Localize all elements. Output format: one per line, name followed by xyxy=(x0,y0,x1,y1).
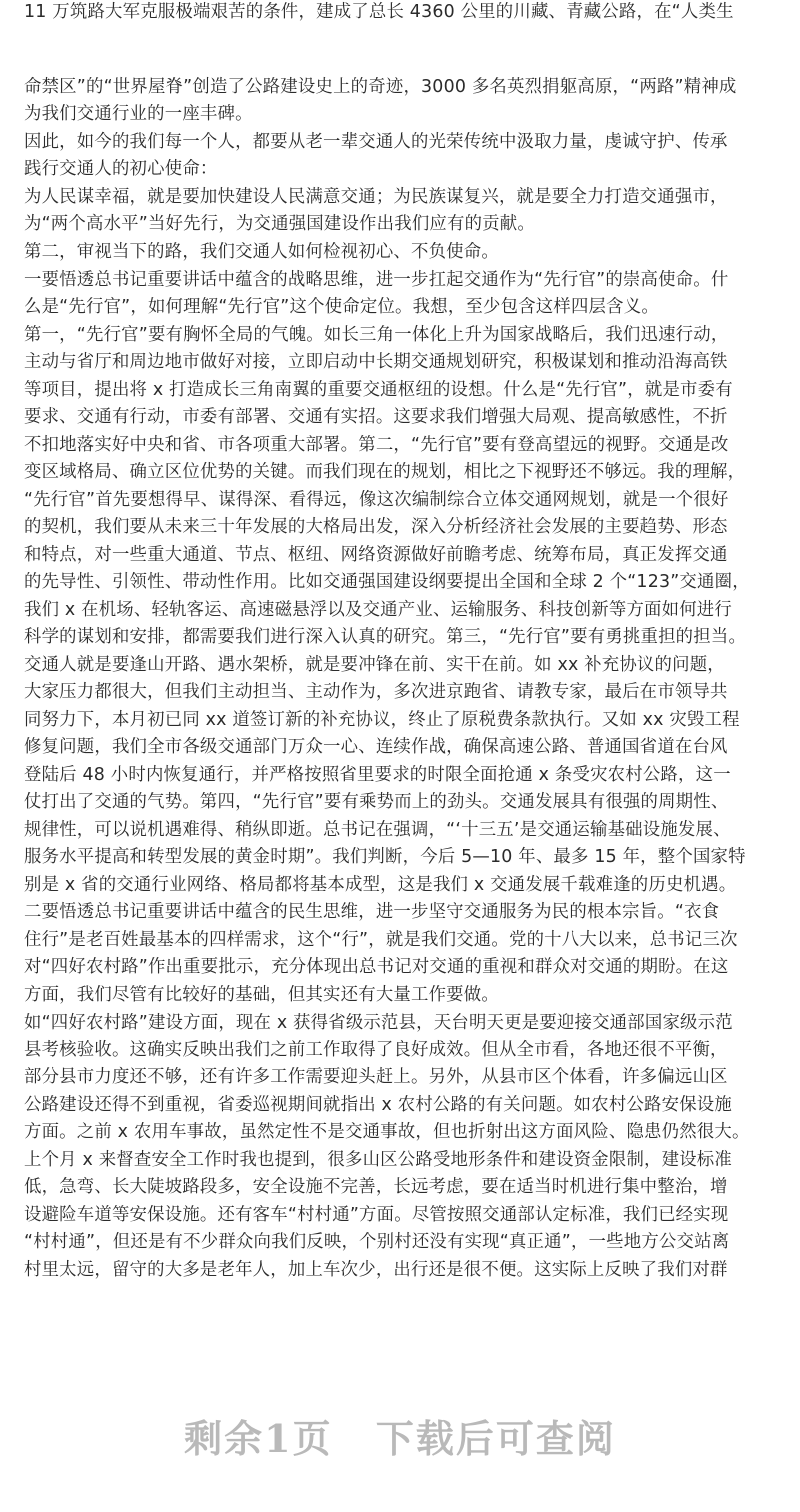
text-line: 仗打出了交通的气势。第四，“先行官”要有乘势而上的劲头。交通发展具有很强的周期性、 xyxy=(24,792,729,812)
text-line: 如“四好农村路”建设方面，现在 x 获得省级示范县，天台明天更是要迎接交通部国家级示范 xyxy=(24,1013,733,1033)
text-line: 么是“先行官”，如何理解“先行官”这个使命定位。我想，至少包含这样四层含义。 xyxy=(24,297,659,317)
text-line: 和特点，对一些重大通道、节点、枢纽、网络资源做好前瞻考虑、统筹布局，真正发挥交通 xyxy=(24,545,728,565)
text-line: 为人民谋幸福，就是要加快建设人民满意交通；为民族谋复兴，就是要全力打造交通强市， xyxy=(24,187,728,207)
text-line: 科学的谋划和安排，都需要我们进行深入认真的研究。第三，“先行官”要有勇挑重担的担当。 xyxy=(24,627,747,647)
text-line: 交通人就是要逢山开路、遇水架桥，就是要冲锋在前、实干在前。如 xx 补充协议的问题， xyxy=(24,655,725,675)
text-line: 公路建设还得不到重视，省委巡视期间就指出 x 农村公路的有关问题。如农村公路安保设施 xyxy=(24,1095,732,1115)
text-line: 为“两个高水平”当好先行，为交通强国建设作出我们应有的贡献。 xyxy=(24,214,535,234)
text-line: 主动与省厅和周边地市做好对接，立即启动中长期交通规划研究，积极谋划和推动沿海高铁 xyxy=(24,352,728,372)
text-line: 二要悟透总书记重要讲话中蕴含的民生思维，进一步坚守交通服务为民的根本宗旨。“衣食 xyxy=(24,902,720,922)
text-line: 第二，审视当下的路，我们交通人如何检视初心、不负使命。 xyxy=(24,242,499,262)
text-line: 方面，我们尽管有比较好的基础，但其实还有大量工作要做。 xyxy=(24,985,499,1005)
text-line: 县考核验收。这确实反映出我们之前工作取得了良好成效。但从全市看，各地还很不平衡， xyxy=(24,1040,728,1060)
text-line: “村村通”，但还是有不少群众向我们反映，个别村还没有实现“真正通”，一些地方公交站离 xyxy=(24,1232,730,1252)
text-line: 变区域格局、确立区位优势的关键。而我们现在的规划，相比之下视野还不够远。我的理解， xyxy=(24,462,746,482)
text-line: 一要悟透总书记重要讲话中蕴含的战略思维，进一步扛起交通作为“先行官”的崇高使命。什 xyxy=(24,270,729,290)
text-line: 第一，“先行官”要有胸怀全局的气魄。如长三角一体化上升为国家战略后，我们迅速行动， xyxy=(24,325,729,345)
text-line: 我们 x 在机场、轻轨客运、高速磁悬浮以及交通产业、运输服务、科技创新等方面如何进行 xyxy=(24,600,732,620)
remaining-pages-label: 剩余1页 xyxy=(184,1416,333,1461)
text-line: 同努力下，本月初已同 xx 道签订新的补充协议，终止了原税费条款执行。又如 xx 灾毁工程 xyxy=(24,710,740,730)
text-line: 上个月 x 来督查安全工作时我也提到，很多山区公路受地形条件和建设资金限制，建设标准 xyxy=(24,1150,732,1170)
text-line: 大家压力都很大，但我们主动担当、主动作为，多次进京跑省、请教专家，最后在市领导共 xyxy=(24,682,728,702)
text-line: 规律性，可以说机遇难得、稍纵即逝。总书记在强调，“‘十三五’是交通运输基础设施发展、 xyxy=(24,820,731,840)
text-line: 登陆后 48 小时内恢复通行，并严格按照省里要求的时限全面抢通 x 条受灾农村公路，这一 xyxy=(24,765,731,785)
text-line: 设避险车道等安保设施。还有客车“村村通”方面。尽管按照交通部认定标准，我们已经实现 xyxy=(24,1205,729,1225)
download-hint-label: 下载后可查阅 xyxy=(375,1416,616,1461)
text-line: “先行官”首先要想得早、谋得深、看得远，像这次编制综合立体交通网规划，就是一个很好 xyxy=(24,490,729,510)
text-line: 的先导性、引领性、带动性作用。比如交通强国建设纲要提出全国和全球 2 个“123”交通圈， xyxy=(24,572,750,592)
text-line: 别是 x 省的交通行业网络、格局都将基本成型，这是我们 x 交通发展千载难逢的历史机遇。 xyxy=(24,875,737,895)
text-line: 不扣地落实好中央和省、市各项重大部署。第二，“先行官”要有登高望远的视野。交通是改 xyxy=(24,435,729,455)
text-line: 部分县市力度还不够，还有许多工作需要迎头赶上。另外，从县市区个体看，许多偏远山区 xyxy=(24,1067,728,1087)
text-line: 11 万筑路大军克服极端艰苦的条件，建成了总长 4360 公里的川藏、青藏公路，在“人类生 xyxy=(24,2,734,22)
text-line: 命禁区”的“世界屋脊”创造了公路建设史上的奇迹，3000 多名英烈捐躯高原，“两路”精神成 xyxy=(24,77,737,97)
text-line: 方面。之前 x 农用车事故，虽然定性不是交通事故，但也折射出这方面风险、隐患仍然很大。 xyxy=(24,1122,750,1142)
text-line: 住行”是老百姓最基本的四样需求，这个“行”，就是我们交通。党的十八大以来，总书记三次 xyxy=(24,930,738,950)
text-line: 因此，如今的我们每一个人，都要从老一辈交通人的光荣传统中汲取力量，虔诚守护、传承 xyxy=(24,132,728,152)
text-line: 等项目，提出将 x 打造成长三角南翼的重要交通枢纽的设想。什么是“先行官”，就是市委有 xyxy=(24,380,733,400)
text-line: 践行交通人的初心使命： xyxy=(24,159,218,179)
text-line: 服务水平提高和转型发展的黄金时期”。我们判断，今后 5—10 年、最多 15 年，整个国家特 xyxy=(24,847,746,867)
text-line: 的契机，我们要从未来三十年发展的大格局出发，深入分析经济社会发展的主要趋势、形态 xyxy=(24,517,728,537)
text-line: 村里太远，留守的大多是老年人，加上车次少，出行还是很不便。这实际上反映了我们对群 xyxy=(24,1260,728,1280)
download-prompt[interactable] xyxy=(0,1408,800,1463)
text-line: 要求、交通有行动，市委有部署、交通有实招。这要求我们增强大局观、提高敏感性，不折 xyxy=(24,407,728,427)
text-line: 为我们交通行业的一座丰碑。 xyxy=(24,104,253,124)
text-line: 对“四好农村路”作出重要批示，充分体现出总书记对交通的重视和群众对交通的期盼。在这 xyxy=(24,957,729,977)
text-line: 修复问题，我们全市各级交通部门万众一心、连续作战，确保高速公路、普通国省道在台风 xyxy=(24,737,728,757)
text-line: 低，急弯、长大陡坡路段多，安全设施不完善，长远考虑，要在适当时机进行集中整治，增 xyxy=(24,1177,728,1197)
